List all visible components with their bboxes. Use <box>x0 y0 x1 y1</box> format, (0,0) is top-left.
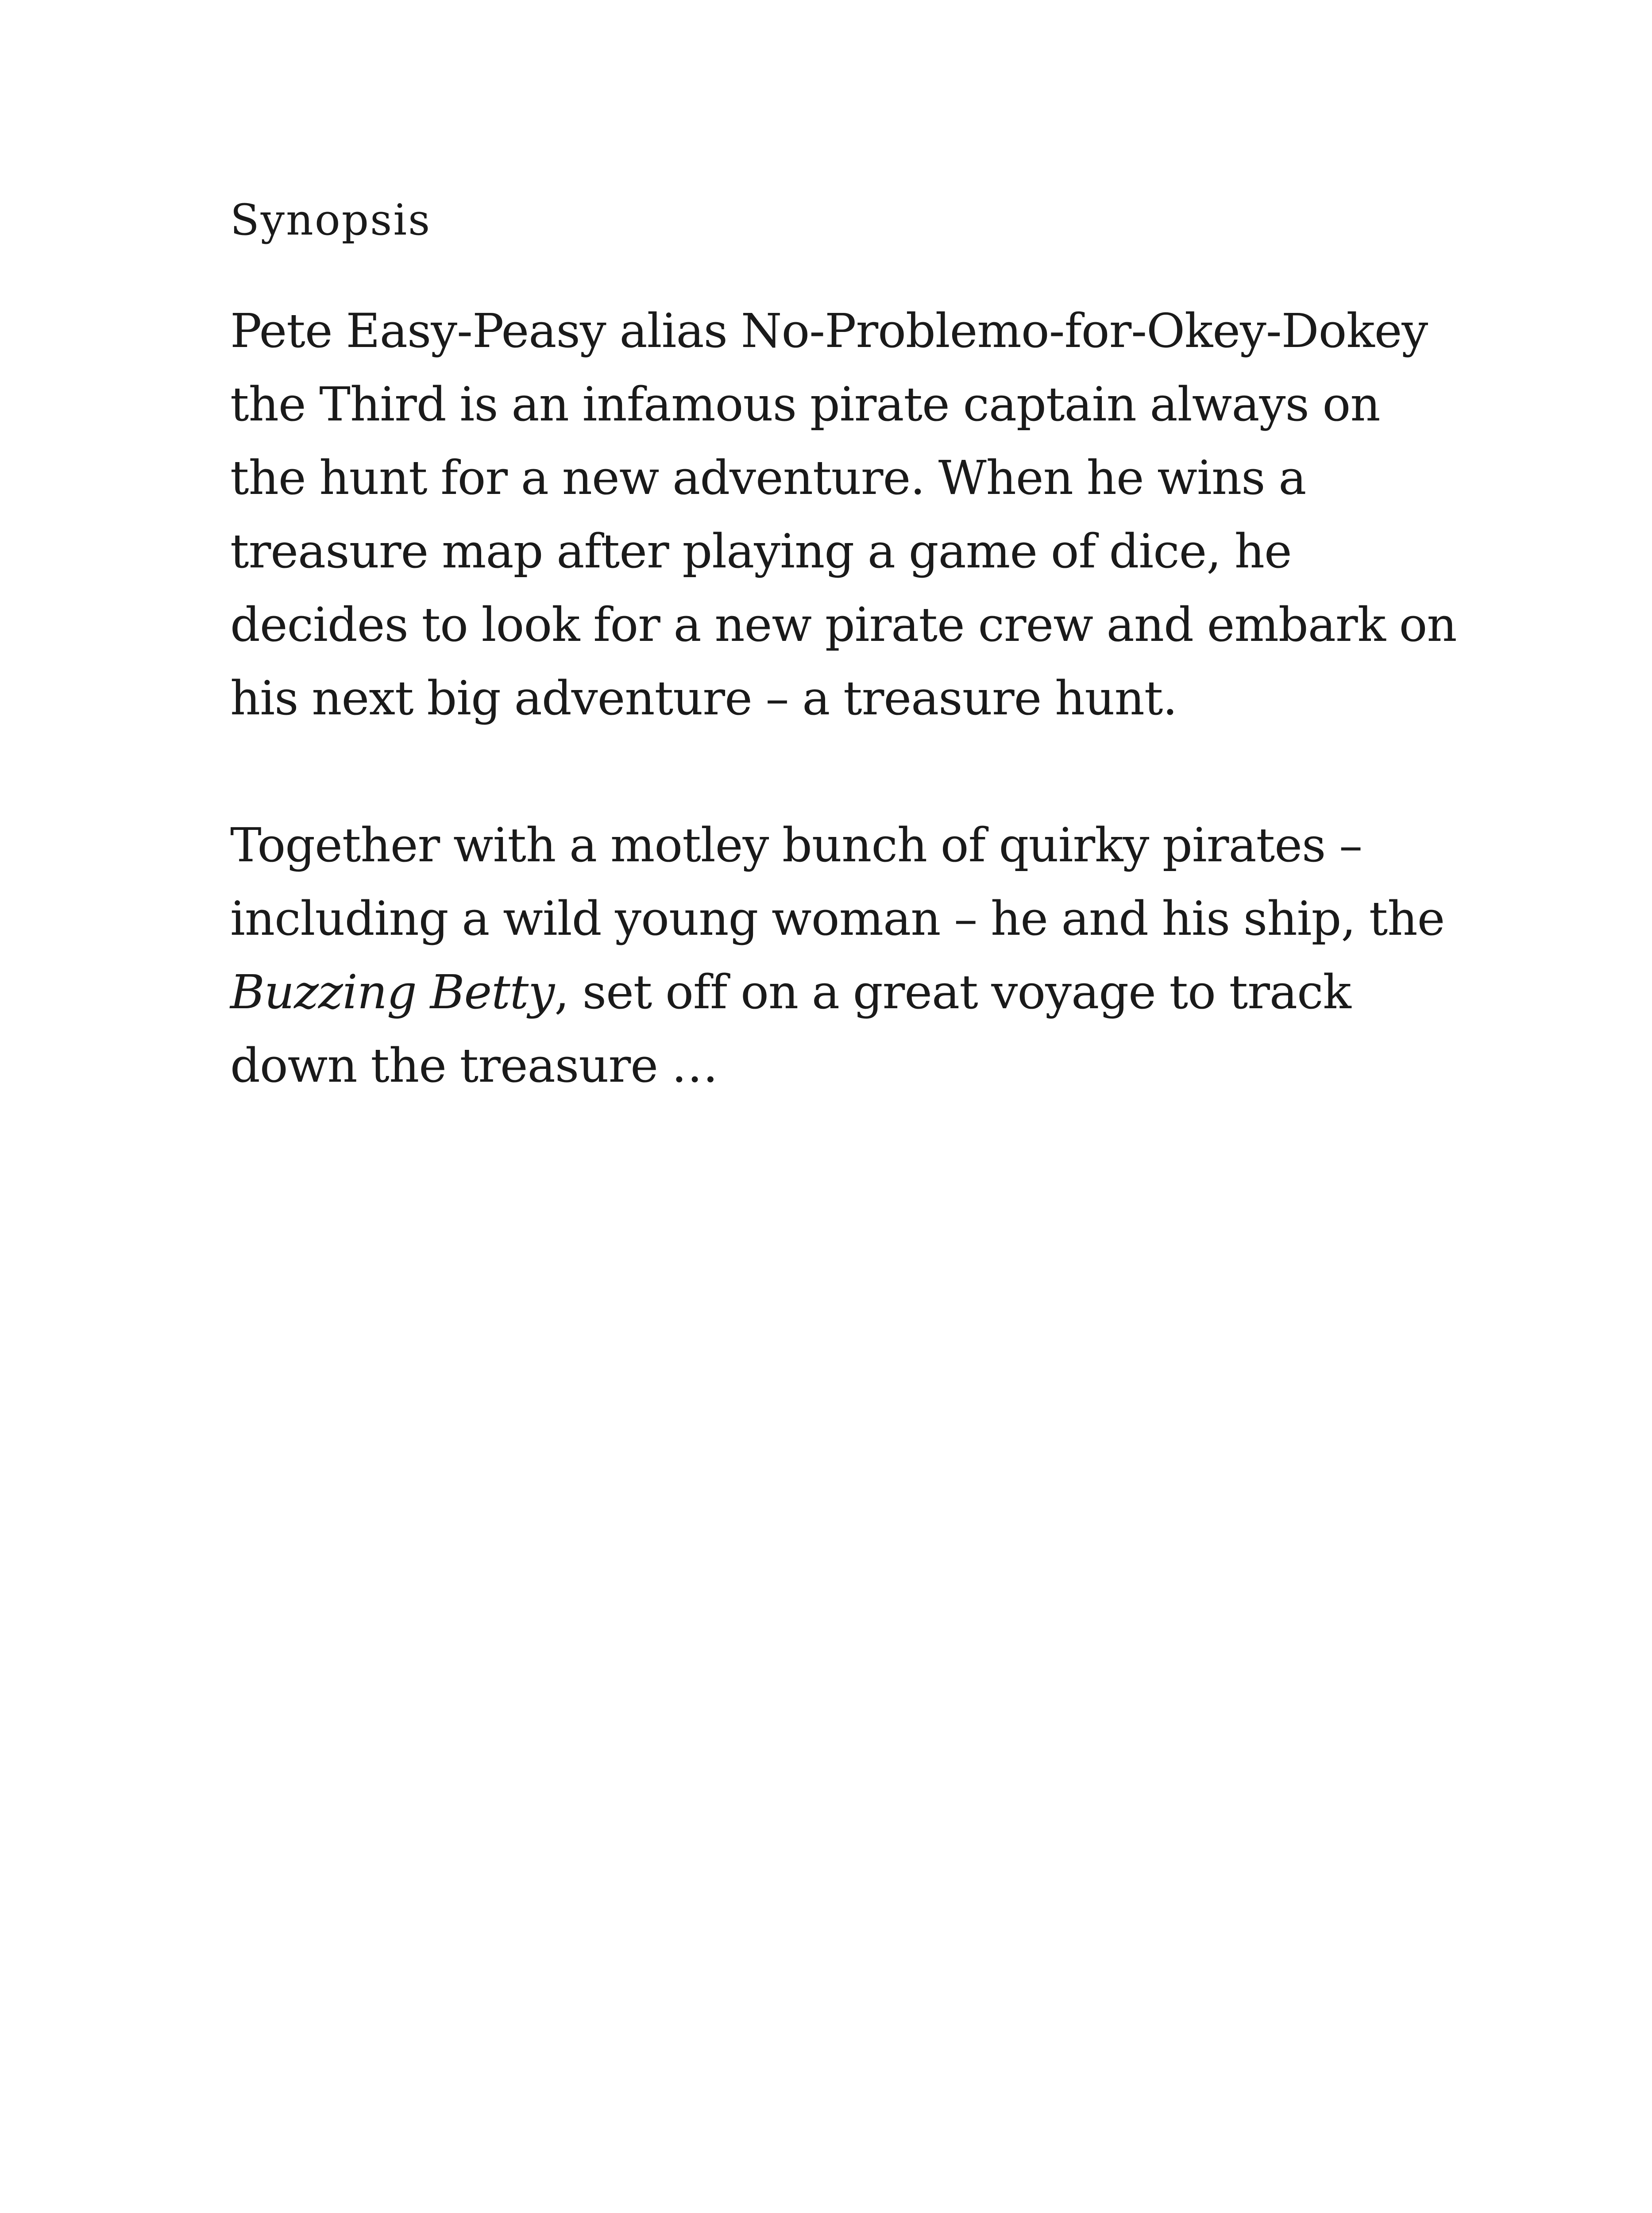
paragraph-2-text-end: , set off on a great voyage to track down the treasure … <box>230 965 1351 1093</box>
ship-name: Buzzing Betty <box>230 965 555 1020</box>
synopsis-paragraph-1: Pete Easy-Peasy alias No-Problemo-for-Okey-Dokey the Third is an infamous pirate captain always on the hunt for a new adventure. When he wins a treasure map after playing a game of dice, he decides to look for a new pirate crew and embark on his next big adventure – a treasure hunt. <box>230 304 1457 726</box>
synopsis-paragraph-2 <box>230 809 1461 1103</box>
synopsis-section <box>230 195 1461 1103</box>
synopsis-heading: Synopsis <box>230 195 432 245</box>
paragraph-2-text-start: Together with a motley bunch of quirky pirates – including a wild young woman – he and his ship, the <box>230 818 1445 946</box>
